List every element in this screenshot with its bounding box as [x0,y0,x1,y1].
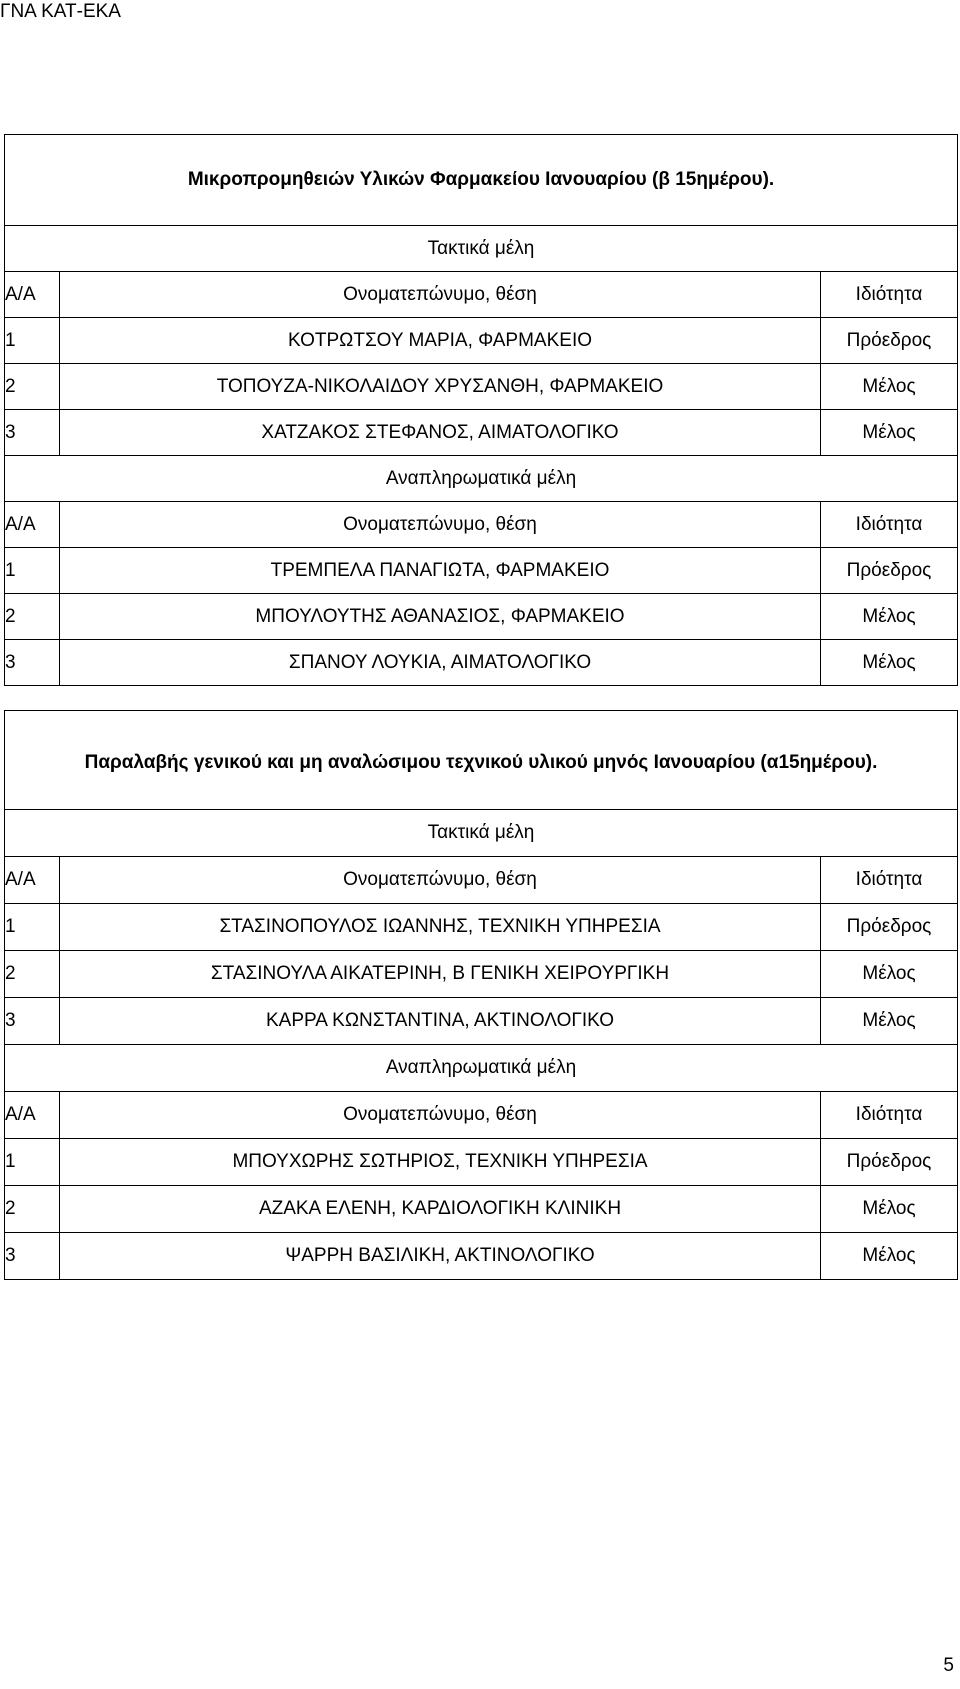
row-role: Μέλος [821,594,958,640]
row-name: ΜΠΟΥΧΩΡΗΣ ΣΩΤΗΡΙΟΣ, ΤΕΧΝΙΚΗ ΥΠΗΡΕΣΙΑ [60,1139,821,1186]
row-role: Πρόεδρος [821,318,958,364]
column-header-name: Ονοματεπώνυμο, θέση [60,502,821,548]
column-header-name: Ονοματεπώνυμο, θέση [60,272,821,318]
row-index: 1 [5,904,60,951]
table-row [5,364,958,410]
row-role: Μέλος [821,998,958,1045]
row-name: ΣΠΑΝΟΥ ΛΟΥΚΙΑ, ΑΙΜΑΤΟΛΟΓΙΚΟ [60,640,821,686]
committee-table-2 [4,710,958,1280]
row-name: ΣΤΑΣΙΝΟΠΟΥΛΟΣ ΙΩΑΝΝΗΣ, ΤΕΧΝΙΚΗ ΥΠΗΡΕΣΙΑ [60,904,821,951]
column-header-role: Ιδιότητα [821,502,958,548]
row-index: 3 [5,410,60,456]
row-index: 2 [5,1186,60,1233]
row-index: 3 [5,1233,60,1280]
row-name: ΑΖΑΚΑ ΕΛΕΝΗ, ΚΑΡΔΙΟΛΟΓΙΚΗ ΚΛΙΝΙΚΗ [60,1186,821,1233]
row-role: Μέλος [821,1233,958,1280]
row-index: 2 [5,951,60,998]
committee-table-1 [4,134,958,686]
row-name: ΧΑΤΖΑΚΟΣ ΣΤΕΦΑΝΟΣ, ΑΙΜΑΤΟΛΟΓΙΚΟ [60,410,821,456]
column-header-role: Ιδιότητα [821,857,958,904]
column-header-index: Α/Α [5,1092,60,1139]
column-header-index: Α/Α [5,857,60,904]
row-role: Μέλος [821,1186,958,1233]
table-row [5,1139,958,1186]
row-role: Μέλος [821,951,958,998]
section-label-regular-members: Τακτικά μέλη [5,810,958,857]
row-role: Μέλος [821,640,958,686]
section-label-regular-members: Τακτικά μέλη [5,226,958,272]
row-index: 3 [5,640,60,686]
row-role: Πρόεδρος [821,548,958,594]
column-header-row [5,1092,958,1139]
column-header-row [5,502,958,548]
section-label-substitute-members: Αναπληρωματικά μέλη [5,1045,958,1092]
row-role: Μέλος [821,410,958,456]
row-name: ΜΠΟΥΛΟΥΤΗΣ ΑΘΑΝΑΣΙΟΣ, ΦΑΡΜΑΚΕΙΟ [60,594,821,640]
row-name: ΤΡΕΜΠΕΛΑ ΠΑΝΑΓΙΩΤΑ, ΦΑΡΜΑΚΕΙΟ [60,548,821,594]
column-header-role: Ιδιότητα [821,1092,958,1139]
table-row [5,904,958,951]
row-index: 2 [5,364,60,410]
table-row [5,998,958,1045]
row-index: 1 [5,1139,60,1186]
row-index: 2 [5,594,60,640]
table-row [5,318,958,364]
column-header-index: Α/Α [5,502,60,548]
row-name: ΚΟΤΡΩΤΣΟΥ ΜΑΡΙΑ, ΦΑΡΜΑΚΕΙΟ [60,318,821,364]
column-header-row [5,272,958,318]
column-header-role: Ιδιότητα [821,272,958,318]
row-index: 1 [5,318,60,364]
column-header-index: Α/Α [5,272,60,318]
table-row [5,1233,958,1280]
document-header: ΓΝΑ ΚΑΤ-ΕΚΑ [0,1,121,22]
table-row [5,594,958,640]
column-header-name: Ονοματεπώνυμο, θέση [60,1092,821,1139]
table-row [5,548,958,594]
row-index: 3 [5,998,60,1045]
row-role: Πρόεδρος [821,904,958,951]
table-row [5,951,958,998]
row-role: Πρόεδρος [821,1139,958,1186]
row-name: ΚΑΡΡΑ ΚΩΝΣΤΑΝΤΙΝΑ, ΑΚΤΙΝΟΛΟΓΙΚΟ [60,998,821,1045]
row-name: ΤΟΠΟΥΖΑ-ΝΙΚΟΛΑΙΔΟΥ ΧΡΥΣΑΝΘΗ, ΦΑΡΜΑΚΕΙΟ [60,364,821,410]
section-label-substitute-members: Αναπληρωματικά μέλη [5,456,958,502]
committee-title: Παραλαβής γενικού και μη αναλώσιμου τεχνικού υλικού μηνός Ιανουαρίου (α15ημέρου). [5,711,958,810]
page-number: 5 [943,1655,954,1676]
table-row [5,410,958,456]
committee-title: Μικροπρομηθειών Υλικών Φαρμακείου Ιανουαρίου (β 15ημέρου). [5,135,958,226]
table-row [5,1186,958,1233]
row-index: 1 [5,548,60,594]
column-header-row [5,857,958,904]
row-name: ΣΤΑΣΙΝΟΥΛΑ ΑΙΚΑΤΕΡΙΝΗ, Β ΓΕΝΙΚΗ ΧΕΙΡΟΥΡΓΙΚΗ [60,951,821,998]
table-row [5,640,958,686]
column-header-name: Ονοματεπώνυμο, θέση [60,857,821,904]
row-name: ΨΑΡΡΗ ΒΑΣΙΛΙΚΗ, ΑΚΤΙΝΟΛΟΓΙΚΟ [60,1233,821,1280]
row-role: Μέλος [821,364,958,410]
